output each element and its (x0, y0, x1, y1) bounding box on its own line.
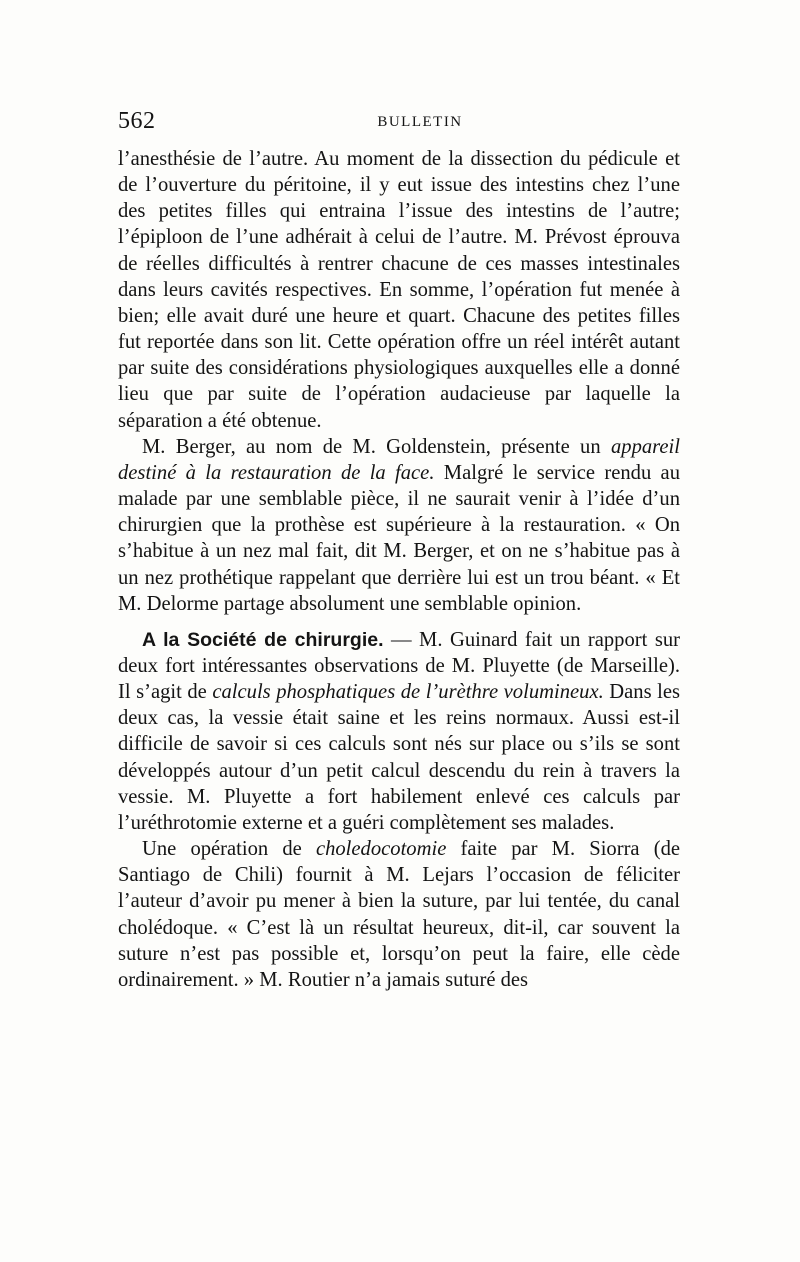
section-heading: A la Société de chirurgie. (142, 628, 384, 651)
paragraph-siorra-intro: Une opération de (142, 838, 316, 861)
paragraph-berger-text: Malgré le service rendu au malade par une semblable pièce, il ne saurait venir à l’idée d’un chirurgien que la prothèse est supérieure à la restauration. « On s’habitue à un nez mal fait, dit M. Berger, et on ne s’habitue pas à un nez prothétique rappelant que derrière lui est un trou béant. « Et M. Delorme partage absolument une semblable opinion. (118, 461, 680, 615)
page-number: 562 (118, 108, 156, 134)
paragraph-siorra-text: faite par M. Siorra (de Santiago de Chili) fournit à M. Lejars l’occasion de féliciter l’auteur d’avoir pu mener à bien la suture, par lui tentée, du canal cholédoque. « C’est là un résultat heureux, dit-il, car souvent la suture n’est pas possible et, lorsqu’on peut la faire, elle cède ordinairement. » M. Routier n’a jamais suturé des (118, 838, 681, 991)
paragraph-guinard-subject: calculs phosphatiques de l’urèthre volumineux. (212, 681, 604, 704)
paragraph-choledocotomie (118, 836, 680, 993)
paragraph-societe-chirurgie (118, 627, 680, 836)
page-body (118, 146, 680, 993)
paragraph-berger-intro: M. Berger, au nom de M. Goldenstein, présente un (142, 435, 611, 458)
paragraph-guinard-intro: — M. Guinard fait un rapport sur deux fort intéressantes observations de M. Pluyette (de Marseille). Il s’agit de (118, 628, 680, 704)
paragraph-berger-subject: appareil destiné à la restauration de la face. (118, 435, 680, 484)
page-header (118, 108, 682, 140)
running-head: BULLETIN (377, 114, 463, 130)
paragraph-operation: l’anesthésie de l’autre. Au moment de la dissection du pédicule et de l’ouverture du péritoine, il y eut issue des intestins chez l’une des petites filles qui entraina l’issue des intestins de l’autre; l’épiploon de l’une adhérait à celui de l’autre. M. Prévost éprouva de réelles difficultés à rentrer chacune de ces masses intestinales dans leurs cavités respectives. En somme, l’opération fut menée à bien; elle avait duré une heure et quart. Chacune des petites filles fut reportée dans son lit. Cette opération offre un réel intérêt autant par suite des considérations physiologiques auxquelles elle a donné lieu que par suite de l’opération audacieuse par laquelle la séparation a été obtenue. (118, 148, 680, 432)
paragraph-siorra-subject: choledocotomie (315, 838, 447, 861)
paragraph-guinard-text: Dans les deux cas, la vessie était saine et les reins normaux. Aussi est-il difficile de savoir si ces calculs sont nés sur place ou s’ils se sont développés autour d’un petit calcul descendu du rein à travers la vessie. M. Pluyette a fort habilement enlevé ces calculs par l’uréthrotomie externe et a guéri complètement ses malades. (118, 681, 681, 834)
paragraph-berger (118, 434, 680, 617)
